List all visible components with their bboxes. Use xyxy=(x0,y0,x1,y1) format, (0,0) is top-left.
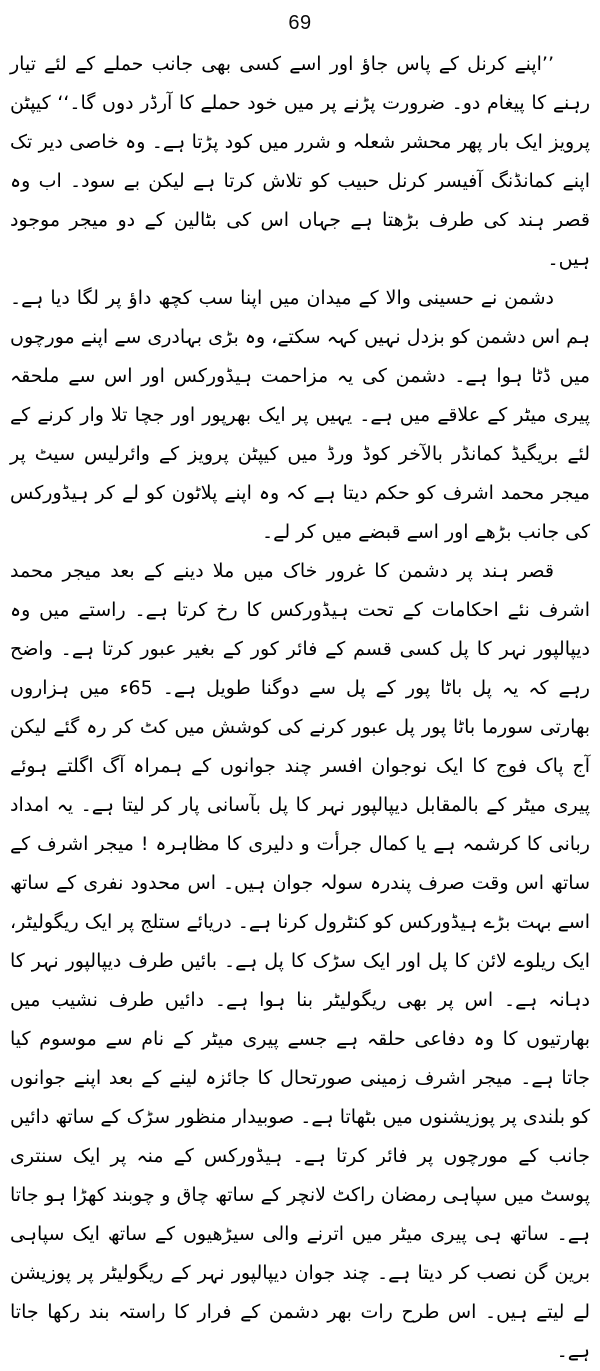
paragraph-2: دشمن نے حسینی والا کے میدان میں اپنا سب کچھ داؤ پر لگا دیا ہے۔ ہم اس دشمن کو بزدل نہیں کہہ سکتے، وہ بڑی بہادری سے اپنے مورچوں میں ڈٹا ہوا ہے۔ دشمن کی یہ مزاحمت ہیڈورکس اور اس سے ملحقہ پیری میٹر کے علاقے میں ہے۔ یہیں پر ایک بھرپور اور جچا تلا وار کرنے کے لئے بریگیڈ کمانڈر بالآخر کوڈ ورڈ میں کیپٹن پرویز کے وائرلیس سیٹ پر میجر محمد اشرف کو حکم دیتا ہے کہ وہ اپنے پلاٹون کو لے کر ہیڈورکس کی جانب بڑھے اور اسے قبضے میں کر لے۔ xyxy=(10,287,590,543)
page-text-body xyxy=(10,45,590,1371)
paragraph-1: ’’اپنے کرنل کے پاس جاؤ اور اسے کسی بھی جانب حملے کے لئے تیار رہنے کا پیغام دو۔ ضرورت پڑنے پر میں خود حملے کا آرڈر دوں گا۔‘‘ کیپٹن پرویز ایک بار پھر محشر شعلہ و شرر میں کود پڑتا ہے۔ وہ خاصی دیر تک اپنے کمانڈنگ آفیسر کرنل حبیب کو تلاش کرتا ہے لیکن بے سود۔ اب وہ قصر ہند کی طرف بڑھتا ہے جہاں اس کی بٹالین کے دو میجر موجود ہیں۔ xyxy=(10,53,590,270)
page-number: 69 xyxy=(288,12,312,34)
page-header xyxy=(10,12,590,35)
paragraph-3: قصر ہند پر دشمن کا غرور خاک میں ملا دینے کے بعد میجر محمد اشرف نئے احکامات کے تحت ہیڈورکس کا رخ کرتا ہے۔ راستے میں وہ دیپالپور نہر کا پل کسی قسم کے فائر کور کے بغیر عبور کرتا ہے۔ واضح رہے کہ یہ پل باٹا پور کے پل سے دوگنا طویل ہے۔ 65ء میں ہزاروں بھارتی سورما باٹا پور پل عبور کرنے کی کوشش میں کٹ کر رہ گئے لیکن آج پاک فوج کا ایک نوجوان افسر چند جوانوں کے ہمراہ آگ اگلتے ہوئے پیری میٹر کے بالمقابل دیپالپور نہر کا پل بآسانی پار کر لیتا ہے۔ یہ امداد ربانی کا کرشمہ ہے یا کمال جرأت و دلیری کا مظاہرہ ! میجر اشرف کے ساتھ اس وقت صرف پندرہ سولہ جوان ہیں۔ اس محدود نفری کے ساتھ اسے بہت بڑے ہیڈورکس کو کنٹرول کرنا ہے۔ دریائے ستلج پر ایک ریگولیٹر، ایک ریلوے لائن کا پل اور ایک سڑک کا پل ہے۔ بائیں طرف دیپالپور نہر کا دہانہ ہے۔ اس پر بھی ریگولیٹر بنا ہوا ہے۔ دائیں طرف نشیب میں بھارتیوں کا وہ دفاعی حلقہ ہے جسے پیری میٹر کے نام سے موسوم کیا جاتا ہے۔ میجر اشرف زمینی صورتحال کا جائزہ لینے کے بعد اپنے جوانوں کو بلندی پر پوزیشنوں میں بٹھاتا ہے۔ صوبیدار منظور سڑک کے ساتھ دائیں جانب کے مورچوں پر فائر کرتا ہے۔ ہیڈورکس کے منہ پر ایک سنتری پوسٹ میں سپاہی رمضان راکٹ لانچر کے ساتھ چاق و چوبند کھڑا ہو جاتا ہے۔ ساتھ ہی پیری میٹر میں اترنے والی سیڑھیوں کے ساتھ ایک سپاہی برین گن نصب کر دیتا ہے۔ چند جوان دیپالپور نہر کے ریگولیٹر پر پوزیشن لے لیتے ہیں۔ اس طرح رات بھر دشمن کے فرار کا راستہ بند رکھا جاتا ہے۔ xyxy=(10,560,590,1362)
